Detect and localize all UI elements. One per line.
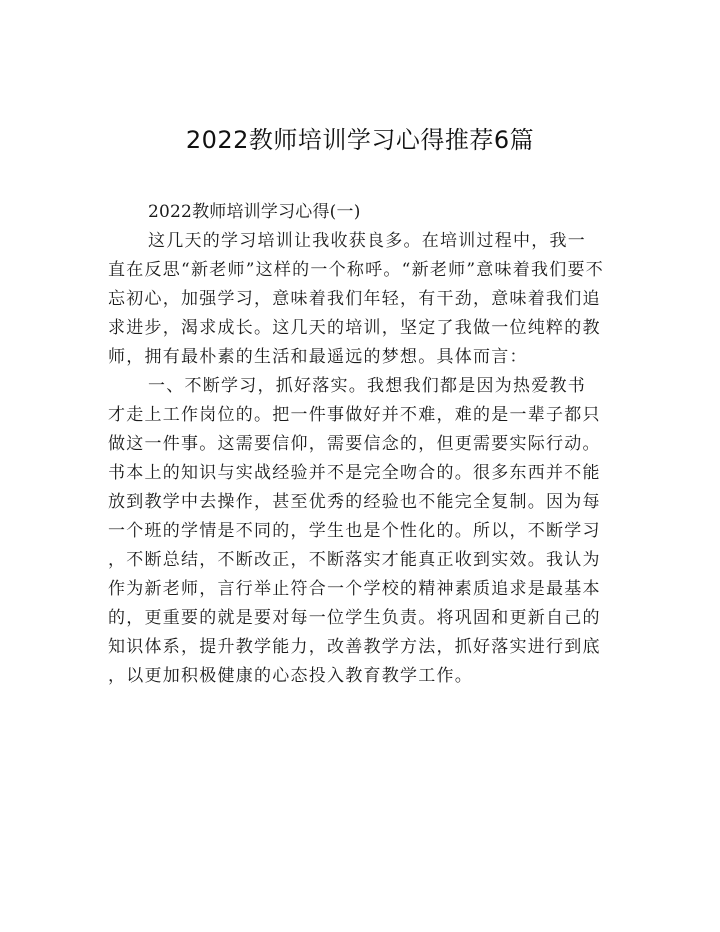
paragraph-line: 的，更重要的就是要对每一位学生负责。将巩固和更新自己的 [108,608,601,628]
paragraph-line: 求进步，渴求成长。这几天的培训，坚定了我做一位纯粹的教 [108,318,601,338]
paragraph-line: 直在反思“新老师”这样的一个称呼。“新老师”意味着我们要不 [108,260,605,280]
document-title: 2022教师培训学习心得推荐6篇 [185,126,535,154]
paragraph-line: 忘初心，加强学习，意味着我们年轻，有干劲，意味着我们追 [108,289,601,309]
paragraph-line: 放到教学中去操作，甚至优秀的经验也不能完全复制。因为每 [108,492,601,512]
paragraph-line: 一、不断学习，抓好落实。我想我们都是因为热爱教书 [148,376,586,396]
paragraph-line: 师，拥有最朴素的生活和最遥远的梦想。具体而言： [108,347,528,367]
paragraph-line: 才走上工作岗位的。把一件事做好并不难，难的是一辈子都只 [108,405,601,425]
paragraph-line: ，以更加积极健康的心态投入教育教学工作。 [108,666,473,686]
paragraph-line: 一个班的学情是不同的，学生也是个性化的。所以，不断学习 [108,521,601,541]
document-body [108,198,616,691]
paragraph-line: 作为新老师，言行举止符合一个学校的精神素质追求是最基本 [108,579,601,599]
paragraph-line: 书本上的知识与实战经验并不是完全吻合的。很多东西并不能 [108,463,601,483]
paragraph-line: ，不断总结，不断改正，不断落实才能真正收到实效。我认为 [108,550,601,570]
paragraph-line: 这几天的学习培训让我收获良多。在培训过程中，我一 [148,231,586,251]
paragraph-line: 做这一件事。这需要信仰，需要信念的，但更需要实际行动。 [108,434,601,454]
section-heading: 2022教师培训学习心得(一) [148,202,361,222]
paragraph-line: 知识体系，提升教学能力，改善教学方法，抓好落实进行到底 [108,637,601,657]
